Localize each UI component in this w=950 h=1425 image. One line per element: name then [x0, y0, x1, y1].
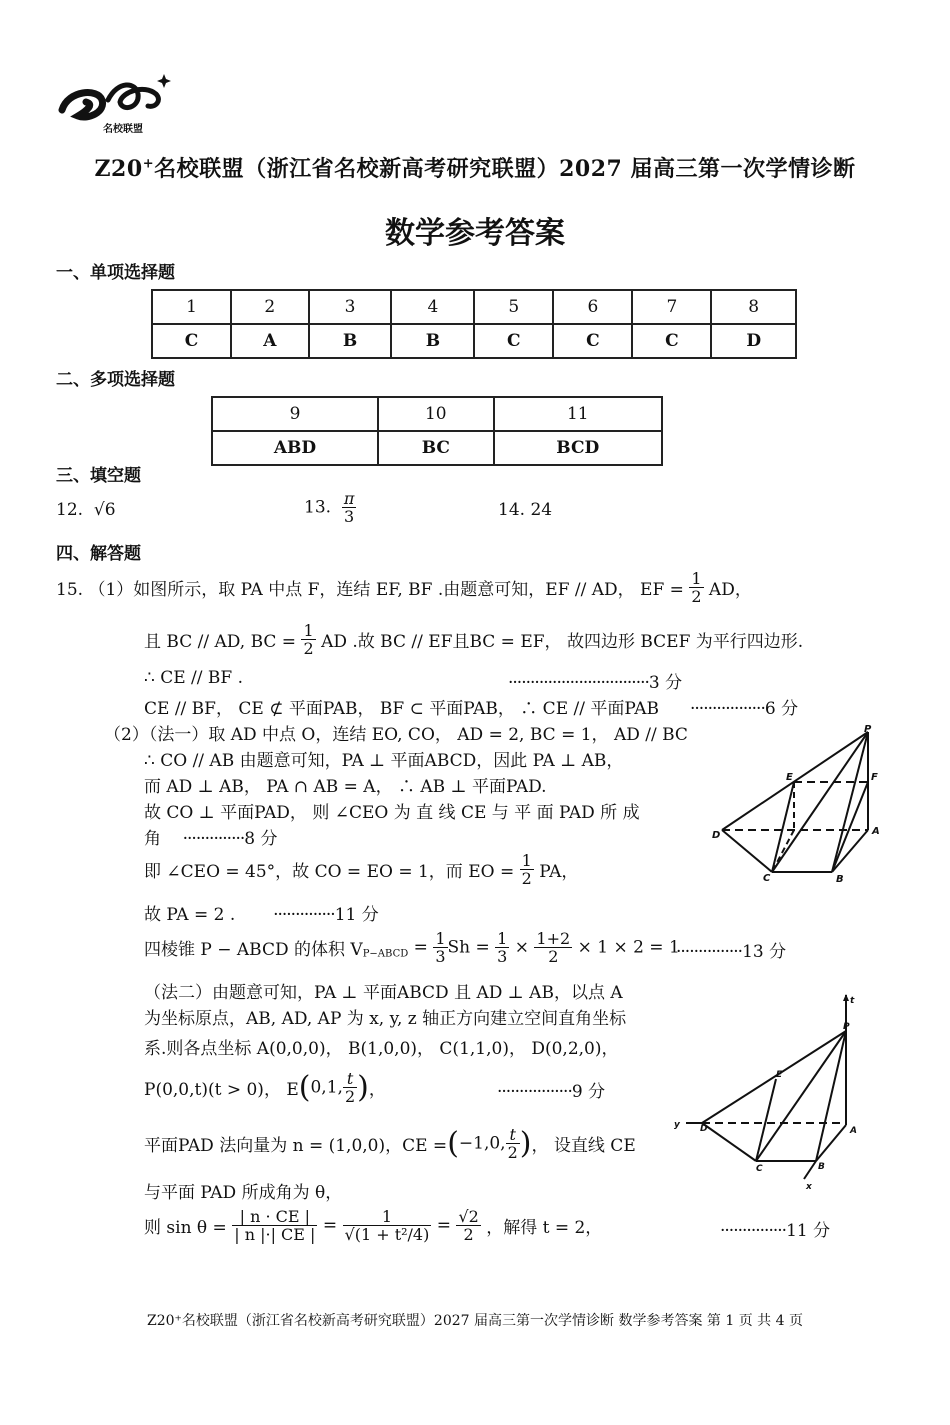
logo-text: 名校联盟 — [103, 124, 143, 135]
section-solutions: 四、解答题 — [56, 544, 141, 564]
label-b: B — [836, 874, 844, 885]
label-a: A — [850, 1126, 857, 1136]
table-cell: C — [474, 324, 553, 358]
solution-line: 且 BC // AD, BC = $\frac{1}{2}$ AD .故 BC // EF且BC = EF， 故四边形 BCEF 为平行四边形. — [144, 621, 804, 658]
label-c: C — [756, 1164, 763, 1174]
table-cell: BC — [378, 431, 494, 465]
label-f: F — [871, 772, 878, 783]
table-cell: D — [711, 324, 796, 358]
table-cell: 6 — [553, 290, 632, 324]
label-t: t — [850, 996, 855, 1006]
table-cell: B — [309, 324, 392, 358]
solution-line: 故 CO ⊥ 平面PAD， 则 ∠CEO 为 直 线 CE 与 平 面 PAD 所 成 — [144, 803, 640, 823]
solution-line: 15. （1）如图所示，取 PA 中点 F，连结 EF, BF .由题意可知，EF // AD， EF = $\frac{1}{2}$ AD， — [56, 569, 752, 606]
label-y: y — [674, 1120, 680, 1130]
solution-line: 则 sin θ = $\frac{| n \cdot CE |}{| n |\cdot| CE |}$ = $\frac{1}{\text{√(1 + t²/4)}}$ = $\frac{√2}{2}$ ，解得 t = 2， — [144, 1207, 603, 1244]
score-mark: ···············11 分 — [720, 1221, 831, 1241]
label-p: P — [864, 724, 872, 735]
page-subtitle: 数学参考答案 — [385, 216, 565, 251]
answer-q13: 13. $\frac{\pi}{3}$ — [304, 489, 355, 526]
label-x: x — [806, 1182, 812, 1192]
solution-line: P(0,0,t)(t > 0)， E(0,1, $\frac{t}{2}$ )， — [144, 1069, 386, 1106]
solution-line: 平面PAD 法向量为 n = (1,0,0)，CE =(−1,0, $\frac{t}{2}$ )， 设直线 CE — [144, 1125, 636, 1162]
solution-line: 即 ∠CEO = 45°，故 CO = EO = 1，而 EO = $\frac{1}{2}$ PA， — [144, 851, 579, 888]
score-mark: ································3 分 — [508, 673, 683, 693]
label-c: C — [763, 873, 771, 884]
solution-line: （法二）由题意可知，PA ⊥ 平面ABCD 且 AD ⊥ AB，以点 A — [144, 983, 623, 1003]
single-choice-table — [151, 289, 797, 359]
label-e: E — [786, 772, 793, 783]
table-cell: ABD — [212, 431, 378, 465]
answer-q12: 12. √6 — [56, 500, 116, 520]
solution-line: （2）（法一）取 AD 中点 O，连结 EO, CO， AD = 2, BC = 1， AD // BC — [104, 725, 688, 745]
solution-line: 为坐标原点，AB, AD, AP 为 x, y, z 轴正方向建立空间直角坐标 — [144, 1009, 627, 1029]
table-cell: 10 — [378, 397, 494, 431]
label-d: D — [712, 830, 721, 841]
score-mark: ·················6 分 — [690, 699, 799, 719]
section-multi-choice: 二、多项选择题 — [56, 370, 175, 390]
solution-line: ∴ CE // BF . — [144, 668, 243, 688]
section-fill-in: 三、填空题 — [56, 466, 141, 486]
table-cell: 11 — [494, 397, 662, 431]
table-cell: C — [553, 324, 632, 358]
table-cell: A — [231, 324, 309, 358]
solution-line: 角 ··············8 分 — [144, 829, 278, 849]
table-cell: C — [152, 324, 231, 358]
score-mark: ···············13 分 — [676, 942, 787, 962]
table-cell: 9 — [212, 397, 378, 431]
score-mark: ·················9 分 — [497, 1082, 606, 1102]
table-cell: 7 — [632, 290, 711, 324]
table-cell: 4 — [391, 290, 474, 324]
solution-line: 与平面 PAD 所成角为 θ， — [144, 1183, 343, 1203]
solution-line: 系.则各点坐标 A(0,0,0)， B(1,0,0)， C(1,1,0)， D(0,2,0)， — [144, 1039, 619, 1059]
table-cell: 1 — [152, 290, 231, 324]
label-d: D — [700, 1124, 708, 1134]
pyramid-figure-2 — [672, 993, 878, 1193]
solution-line: ∴ CO // AB 由题意可知，PA ⊥ 平面ABCD，因此 PA ⊥ AB， — [144, 751, 624, 771]
section-single-choice: 一、单项选择题 — [56, 263, 175, 283]
table-cell: 5 — [474, 290, 553, 324]
solution-line: 四棱锥 P − ABCD 的体积 $V_{P-ABCD}$ = $\frac{1}{3}$ Sh = $\frac{1}{3}$ × $\frac{1+2}{2}$ × 1 × 2 = 1 — [144, 929, 680, 966]
table-cell: C — [632, 324, 711, 358]
solution-line: CE // BF， CE ⊄ 平面PAB， BF ⊂ 平面PAB， ∴ CE // 平面PAB — [144, 699, 660, 719]
label-b: B — [818, 1162, 825, 1172]
solution-line: 故 PA = 2 . ··············11 分 — [144, 905, 379, 925]
answer-q14: 14. 24 — [498, 500, 553, 520]
page-footer: Z20⁺名校联盟（浙江省名校新高考研究联盟）2027 届高三第一次学情诊断 数学参考答案 第 1 页 共 4 页 — [147, 1313, 803, 1329]
table-cell: B — [391, 324, 474, 358]
label-a: A — [872, 826, 880, 837]
label-p: P — [843, 1022, 850, 1032]
table-cell: 8 — [711, 290, 796, 324]
page-title: Z20+名校联盟（浙江省名校新高考研究联盟）2027 届高三第一次学情诊断 — [94, 156, 856, 182]
table-cell: 3 — [309, 290, 392, 324]
table-cell: BCD — [494, 431, 662, 465]
table-cell: 2 — [231, 290, 309, 324]
solution-line: 而 AD ⊥ AB， PA ∩ AB = A， ∴ AB ⊥ 平面PAD. — [144, 777, 547, 797]
multi-choice-table — [211, 396, 663, 466]
label-e: E — [776, 1070, 783, 1080]
pyramid-figure-1 — [708, 722, 892, 886]
